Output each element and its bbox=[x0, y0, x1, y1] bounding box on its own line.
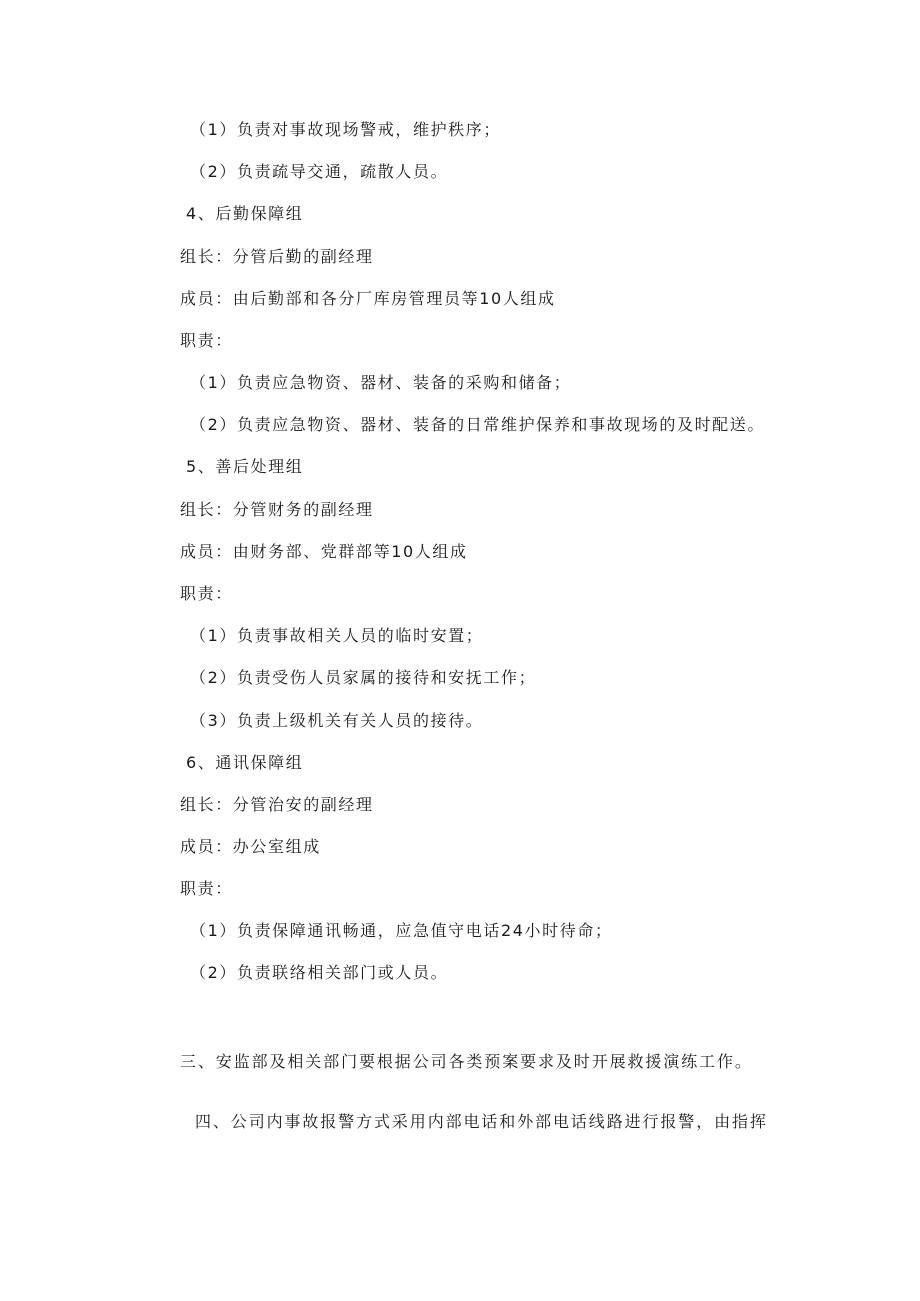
duty-item-2-aftermath: （2）负责受伤人员家属的接待和安抚工作； bbox=[190, 668, 537, 687]
section-heading-communications: 6、通讯保障组 bbox=[186, 753, 304, 772]
duty-item-1-aftermath: （1）负责事故相关人员的临时安置； bbox=[190, 626, 484, 645]
members-logistics: 成员：由后勤部和各分厂库房管理员等10人组成 bbox=[180, 289, 556, 308]
duties-label-communications: 职责： bbox=[180, 879, 233, 898]
paragraph-three-drills: 三、安监部及相关部门要根据公司各类预案要求及时开展救援演练工作。 bbox=[180, 1052, 753, 1071]
section-heading-aftermath: 5、善后处理组 bbox=[186, 457, 304, 476]
leader-aftermath: 组长：分管财务的副经理 bbox=[180, 500, 374, 519]
duty-item-1-logistics: （1）负责应急物资、器材、装备的采购和储备； bbox=[190, 373, 572, 392]
duty-item-3-aftermath: （3）负责上级机关有关人员的接待。 bbox=[190, 711, 484, 730]
paragraph-four-alarm: 四、公司内事故报警方式采用内部电话和外部电话线路进行报警，由指挥 bbox=[195, 1112, 768, 1131]
duty-item-2-communications: （2）负责联络相关部门或人员。 bbox=[190, 963, 449, 982]
duty-item-2-security: （2）负责疏导交通，疏散人员。 bbox=[190, 162, 449, 181]
duties-label-aftermath: 职责： bbox=[180, 584, 233, 603]
members-communications: 成员：办公室组成 bbox=[180, 837, 321, 856]
section-heading-logistics: 4、后勤保障组 bbox=[186, 204, 304, 223]
leader-communications: 组长：分管治安的副经理 bbox=[180, 795, 374, 814]
duty-item-1-communications: （1）负责保障通讯畅通，应急值守电话24小时待命； bbox=[190, 921, 613, 940]
duty-item-2-logistics: （2）负责应急物资、器材、装备的日常维护保养和事故现场的及时配送。 bbox=[190, 415, 765, 434]
duties-label-logistics: 职责： bbox=[180, 331, 233, 350]
members-aftermath: 成员：由财务部、党群部等10人组成 bbox=[180, 542, 468, 561]
duty-item-1-security: （1）负责对事故现场警戒，维护秩序； bbox=[190, 120, 501, 139]
leader-logistics: 组长：分管后勤的副经理 bbox=[180, 247, 374, 266]
